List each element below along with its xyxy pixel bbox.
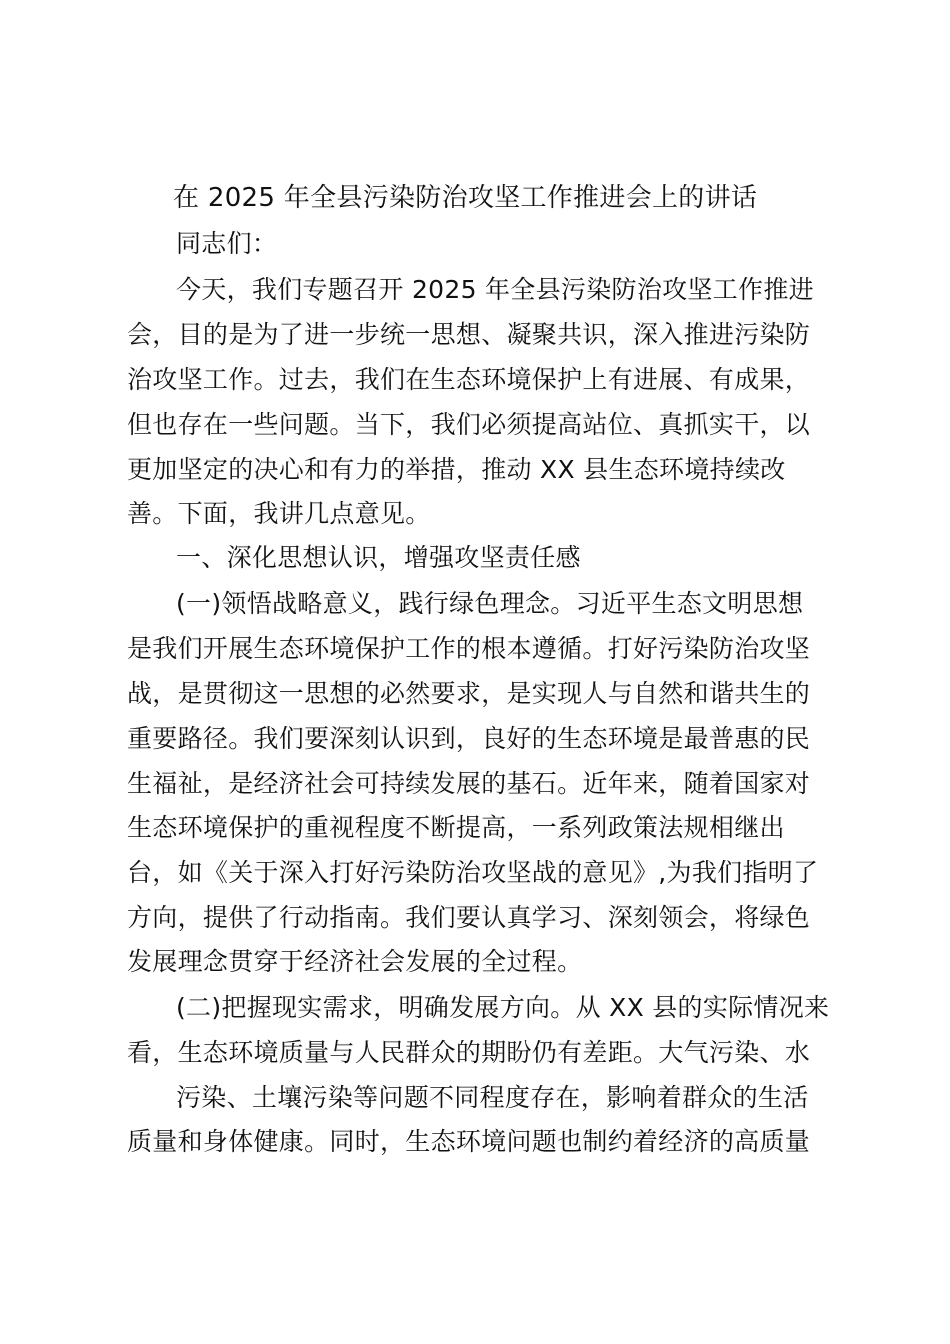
paragraph-line: 今天，我们专题召开 2025 年全县污染防治攻坚工作推进 xyxy=(176,275,814,304)
paragraph-line: 方向，提供了行动指南。我们要认真学习、深刻领会，将绿色 xyxy=(127,903,811,932)
paragraph-line: 台，如《关于深入打好污染防治攻坚战的意见》,为我们指明了 xyxy=(127,858,819,887)
paragraph-line: 但也存在一些问题。当下，我们必须提高站位、真抓实干，以 xyxy=(127,410,811,439)
paragraph-line: 治攻坚工作。过去，我们在生态环境保护上有进展、有成果， xyxy=(127,365,811,394)
paragraph-line: 是我们开展生态环境保护工作的根本遵循。打好污染防治攻坚 xyxy=(127,634,811,663)
section-heading: 一、深化思想认识，增强攻坚责任感 xyxy=(176,543,581,572)
paragraph-line: (二)把握现实需求，明确发展方向。从 XX 县的实际情况来 xyxy=(176,993,830,1022)
document-title: 在 2025 年全县污染防治攻坚工作推进会上的讲话 xyxy=(173,183,758,213)
paragraph-line: 善。下面，我讲几点意见。 xyxy=(127,499,431,528)
paragraph-line: 发展理念贯穿于经济社会发展的全过程。 xyxy=(127,947,583,976)
paragraph-line: 生态环境保护的重视程度不断提高，一系列政策法规相继出 xyxy=(127,813,785,842)
paragraph-line: 质量和身体健康。同时，生态环境问题也制约着经济的高质量 xyxy=(127,1127,811,1156)
paragraph-line: 重要路径。我们要深刻认识到，良好的生态环境是最普惠的民 xyxy=(127,724,811,753)
paragraph-line: 污染、土壤污染等问题不同程度存在，影响着群众的生活 xyxy=(176,1083,809,1112)
paragraph-line: 看，生态环境质量与人民群众的期盼仍有差距。大气污染、水 xyxy=(127,1038,811,1067)
paragraph-line: 战，是贯彻这一思想的必然要求，是实现人与自然和谐共生的 xyxy=(127,679,811,708)
paragraph-line: (一)领悟战略意义，践行绿色理念。习近平生态文明思想 xyxy=(176,589,804,618)
paragraph-line: 会，目的是为了进一步统一思想、凝聚共识，深入推进污染防 xyxy=(127,320,811,349)
paragraph-line: 更加坚定的决心和有力的举措，推动 XX 县生态环境持续改 xyxy=(127,455,786,484)
salutation: 同志们： xyxy=(176,229,278,258)
paragraph-line: 生福祉，是经济社会可持续发展的基石。近年来，随着国家对 xyxy=(127,769,811,798)
